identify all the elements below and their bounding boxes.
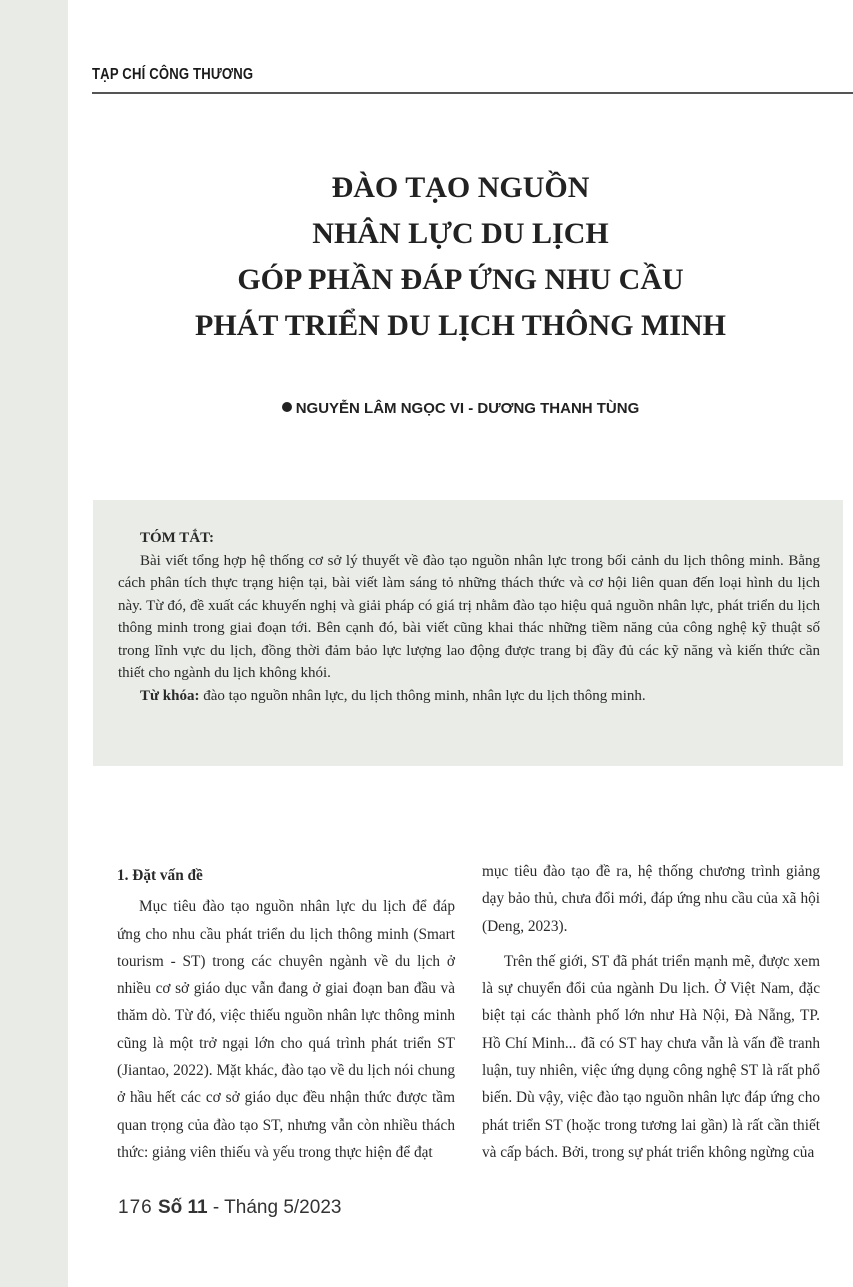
journal-name: TẠP CHÍ CÔNG THƯƠNG (92, 66, 254, 83)
title-line-2: NHÂN LỰC DU LỊCH (312, 217, 609, 250)
title-line-3: GÓP PHẦN ĐÁP ỨNG NHU CẦU (237, 263, 684, 296)
keywords (118, 685, 820, 708)
left-margin-strip (0, 0, 68, 1287)
authors-text: NGUYỄN LÂM NGỌC VI - DƯƠNG THANH TÙNG (295, 400, 640, 417)
title-line-4: PHÁT TRIỂN DU LỊCH THÔNG MINH (195, 309, 726, 342)
body-paragraph: Mục tiêu đào tạo nguồn nhân lực du lịch để đáp ứng cho nhu cầu phát triển du lịch thông minh (Smart tourism - ST) trong các chuyên ngành về du lịch ở nhiều cơ sở giáo dục vẫn đang ở giai đoạn ban đầu và thăm dò. Từ đó, việc thiếu nguồn nhân lực thông minh cũng là một trở ngại lớn cho quá trình phát triển ST (Jiantao, 2022). Mặt khác, đào tạo về du lịch nói chung ở hầu hết các cơ sở giáo dục đều nhận thức được tầm quan trọng của đào tạo ST, nhưng vẫn còn nhiều thách thức: giảng viên thiếu và yếu trong thực hiện để đạt (117, 898, 455, 1161)
title-line-1: ĐÀO TẠO NGUỒN (331, 171, 590, 204)
header-divider (92, 92, 853, 94)
page-footer (118, 1197, 341, 1219)
abstract-box (93, 500, 843, 766)
keywords-text: đào tạo nguồn nhân lực, du lịch thông minh, nhân lực du lịch thông minh. (199, 687, 646, 704)
bullet-icon (282, 402, 292, 412)
section-heading: 1. Đặt vấn đề (117, 867, 203, 884)
issue-date: - Tháng 5/2023 (207, 1197, 342, 1218)
page-number: 176 (118, 1197, 153, 1218)
column-right (482, 858, 820, 1174)
article-title (68, 165, 853, 349)
column-left (117, 862, 455, 1174)
body-paragraph-continued: mục tiêu đào tạo đề ra, hệ thống chương trình giảng dạy bảo thủ, chưa đổi mới, đáp ứng nhu cầu của xã hội (Deng, 2023). (482, 863, 820, 935)
author-line (68, 400, 853, 417)
abstract-heading: TÓM TẮT: (140, 530, 215, 546)
abstract-body: Bài viết tổng hợp hệ thống cơ sở lý thuyết về đào tạo nguồn nhân lực trong bối cảnh du lịch thông minh. Bằng cách phân tích thực trạng hiện tại, bài viết làm sáng tỏ những thách thức và cơ hội liên quan đến loại hình du lịch này. Từ đó, đề xuất các khuyến nghị và giải pháp có giá trị nhằm đào tạo hiệu quả nguồn nhân lực, phát triển du lịch thông minh trong giai đoạn tới. Bên cạnh đó, bài viết cũng khai thác những tiềm năng của công nghệ kỹ thuật số trong lĩnh vực du lịch, đồng thời đảm bảo lực lượng lao động được trang bị đầy đủ các kỹ năng và kiến thức cần thiết cho ngành du lịch không khói. (118, 552, 820, 681)
keywords-label: Từ khóa: (140, 687, 200, 704)
body-paragraph: Trên thế giới, ST đã phát triển mạnh mẽ, được xem là sự chuyển đổi của ngành Du lịch. Ở Việt Nam, đặc biệt tại các thành phố lớn như Hà Nội, Đà Nẵng, TP. Hồ Chí Minh... đã có ST hay chưa vẫn là vấn đề tranh luận, tuy nhiên, việc ứng dụng công nghệ ST là rất phổ biến. Dù vậy, việc đào tạo nguồn nhân lực đáp ứng cho phát triển ST (hoặc trong tương lai gần) là rất cần thiết và cấp bách. Bởi, trong sự phát triển không ngừng của (482, 952, 820, 1161)
issue-number: Số 11 (157, 1197, 208, 1218)
